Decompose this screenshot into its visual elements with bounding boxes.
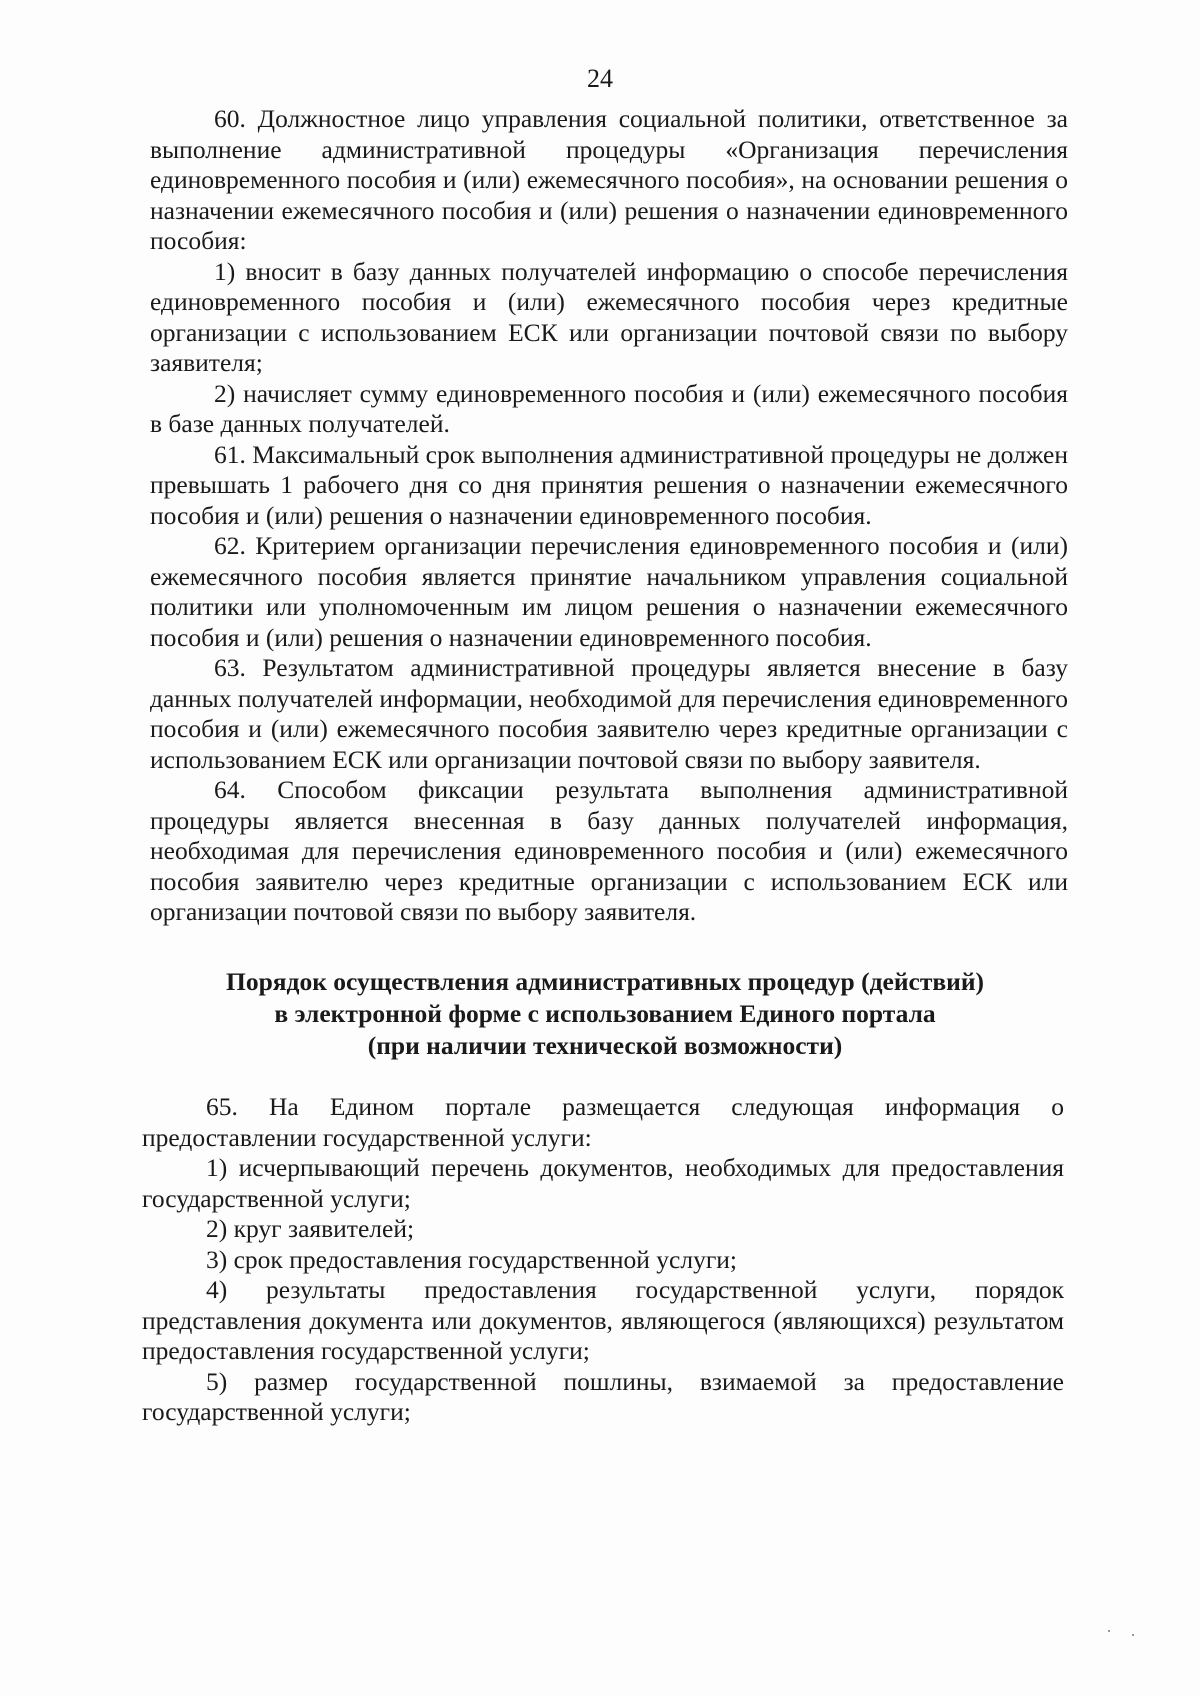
section-heading — [150, 966, 1060, 1062]
section-heading-line: в электронной форме с использованием Единого портала — [274, 999, 936, 1028]
body-text-top — [150, 104, 1068, 928]
paragraph-60-item-2: 2) начисляет сумму единовременного пособия и (или) ежемесячного пособия в базе данных получателей. — [150, 378, 1068, 438]
paragraph-63: 63. Результатом административной процедуры является внесение в базу данных получателей информации, необходимой для перечисления единовременного пособия и (или) ежемесячного пособия заявителю через кредитные организации с использованием ЕСК или организации почтовой связи по выбору заявителя. — [150, 653, 1068, 774]
paragraph-65-item-4: 4) результаты предоставления государственной услуги, порядок представления документа или документов, являющегося (являющихся) результатом предоставления государственной услуги; — [142, 1275, 1064, 1365]
paragraph-65-item-5: 5) размер государственной пошлины, взимаемой за предоставление государственной услуги; — [142, 1366, 1064, 1426]
paragraph-65-item-3: 3) срок предоставления государственной услуги; — [206, 1244, 738, 1274]
paragraph-65: 65. На Едином портале размещается следующая информация о предоставлении государственной услуги: — [142, 1092, 1064, 1152]
paragraph-60-item-1: 1) вносит в базу данных получателей информацию о способе перечисления единовременного пособия и (или) ежемесячного пособия через кредитные организации с использованием ЕСК или организации почтовой связи по выбору заявителя; — [150, 256, 1068, 377]
paragraph-65-item-1: 1) исчерпывающий перечень документов, необходимых для предоставления государственной услуги; — [142, 1153, 1064, 1213]
paragraph-61: 61. Максимальный срок выполнения административной процедуры не должен превышать 1 рабочего дня со дня принятия решения о назначении ежемесячного пособия и (или) решения о назначении единовременного пособия. — [150, 439, 1068, 530]
paragraph-64: 64. Способом фиксации результата выполнения административной процедуры является внесенная в базу данных получателей информация, необходимая для перечисления единовременного пособия и (или) ежемесячного пособия заявителю через кредитные организации с использованием ЕСК или организации почтовой связи по выбору заявителя. — [150, 775, 1068, 926]
paragraph-60: 60. Должностное лицо управления социальной политики, ответственное за выполнение административной процедуры «Организация перечисления единовременного пособия и (или) ежемесячного пособия», на основании решения о назначении ежемесячного пособия и (или) решения о назначении единовременного пособия: — [150, 104, 1068, 255]
paragraph-65-item-2: 2) круг заявителей; — [206, 1214, 415, 1243]
body-text-bottom — [142, 1092, 1064, 1428]
section-heading-line: Порядок осуществления административных процедур (действий) — [225, 967, 984, 996]
scan-speck — [1108, 1630, 1110, 1632]
section-heading-line: (при наличии технической возможности) — [367, 1031, 843, 1060]
page-number: 24 — [587, 64, 613, 93]
paragraph-62: 62. Критерием организации перечисления единовременного пособия и (или) ежемесячного пособия является принятие начальником управления социальной политики или уполномоченным им лицом решения о назначении ежемесячного пособия и (или) решения о назначении единовременного пособия. — [150, 531, 1068, 652]
scan-speck — [1132, 1634, 1134, 1636]
